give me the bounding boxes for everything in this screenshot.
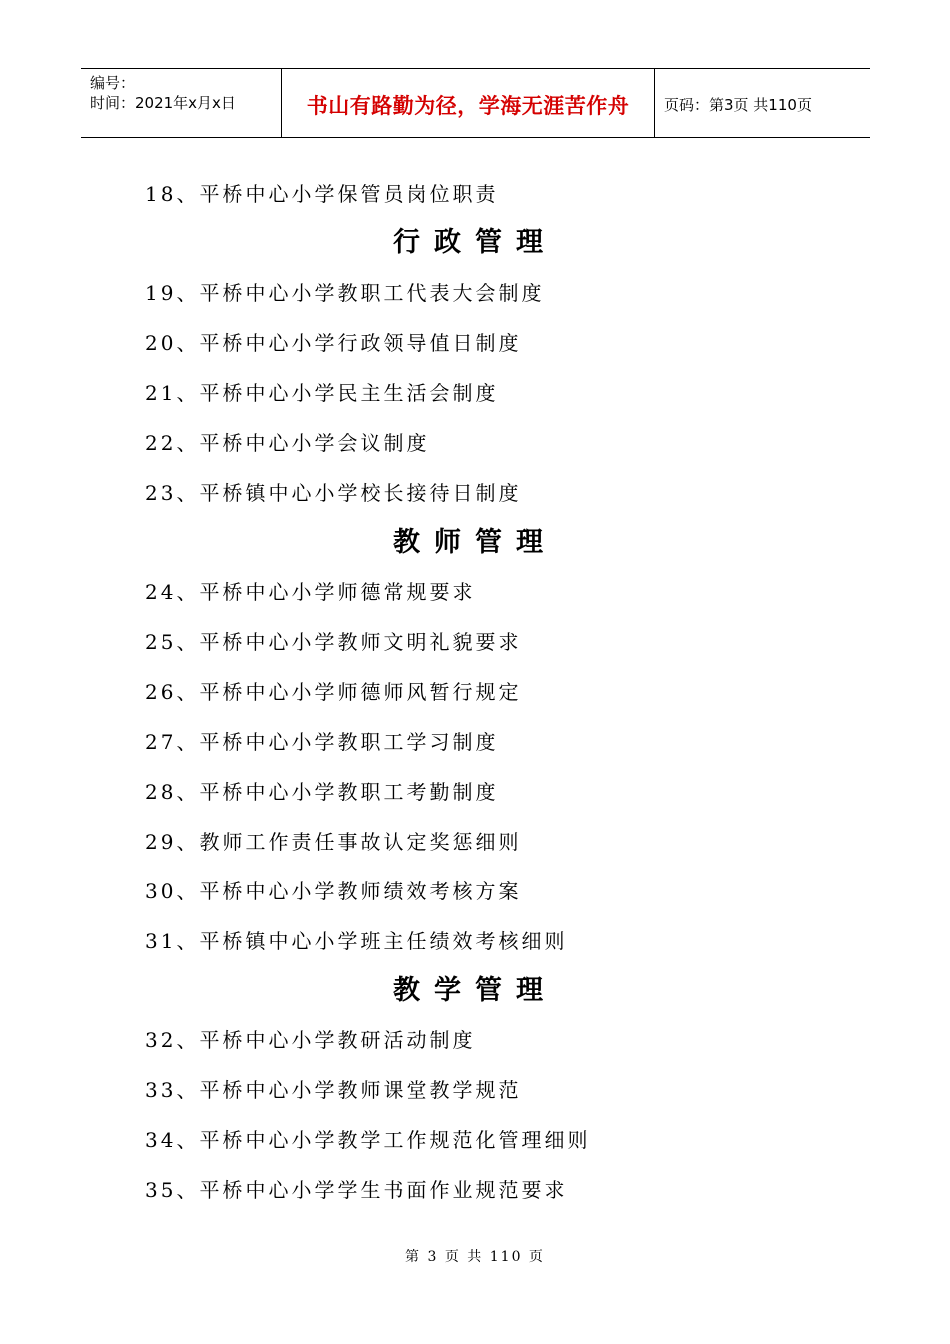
list-item: 28、平桥中心小学教职工考勤制度 <box>145 780 499 804</box>
list-item: 19、平桥中心小学教职工代表大会制度 <box>145 281 545 305</box>
list-item: 30、平桥中心小学教师绩效考核方案 <box>145 879 522 903</box>
list-item: 18、平桥中心小学保管员岗位职责 <box>145 182 499 206</box>
list-item: 29、教师工作责任事故认定奖惩细则 <box>145 830 522 854</box>
list-item: 26、平桥中心小学师德师风暂行规定 <box>145 680 522 704</box>
document-number-label: 编号： <box>90 74 136 92</box>
section-heading-admin: 行政管理 <box>393 227 557 258</box>
page-footer: 第 3 页 共 110 页 <box>405 1249 545 1265</box>
header-meta-cell <box>81 69 282 137</box>
header-motto: 书山有路勤为径，学海无涯苦作舟 <box>282 69 655 137</box>
section-heading-teaching: 教学管理 <box>393 975 557 1006</box>
list-item: 27、平桥中心小学教职工学习制度 <box>145 730 499 754</box>
list-item: 34、平桥中心小学教学工作规范化管理细则 <box>145 1128 591 1152</box>
list-item: 31、平桥镇中心小学班主任绩效考核细则 <box>145 929 568 953</box>
section-heading-teachers: 教师管理 <box>393 527 557 558</box>
list-item: 25、平桥中心小学教师文明礼貌要求 <box>145 630 522 654</box>
header-page-info: 页码：第3页 共110页 <box>664 95 812 114</box>
list-item: 23、平桥镇中心小学校长接待日制度 <box>145 481 522 505</box>
list-item: 21、平桥中心小学民主生活会制度 <box>145 381 499 405</box>
list-item: 33、平桥中心小学教师课堂教学规范 <box>145 1078 522 1102</box>
list-item: 32、平桥中心小学教研活动制度 <box>145 1028 476 1052</box>
list-item: 35、平桥中心小学学生书面作业规范要求 <box>145 1178 568 1202</box>
list-item: 24、平桥中心小学师德常规要求 <box>145 580 476 604</box>
list-item: 20、平桥中心小学行政领导值日制度 <box>145 331 522 355</box>
document-date-label: 时间：2021年x月x日 <box>90 94 236 112</box>
header-table <box>81 68 870 138</box>
list-item: 22、平桥中心小学会议制度 <box>145 431 430 455</box>
